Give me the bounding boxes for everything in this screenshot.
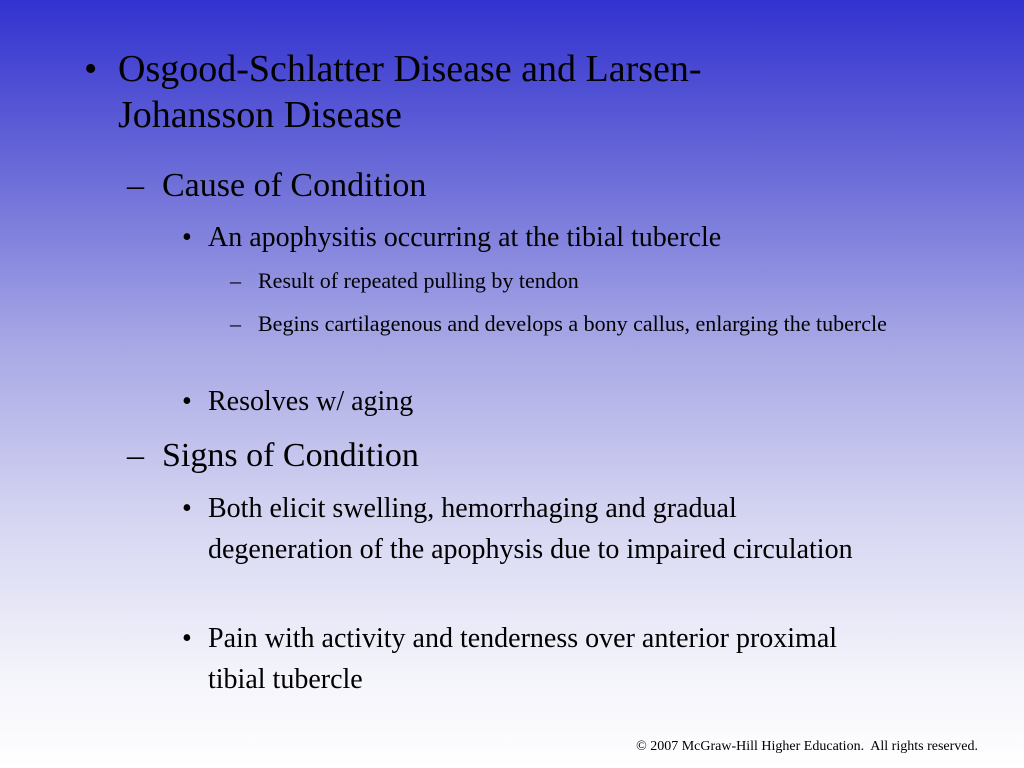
bullet-marker: •	[182, 623, 192, 654]
section-title-cause: Cause of Condition	[162, 167, 427, 204]
dash-marker: –	[127, 167, 144, 204]
point-text: Pain with activity and tenderness over anterior proximal tibial tubercle	[208, 623, 838, 695]
subpoint-repeated-pulling	[230, 264, 950, 297]
main-heading: Osgood-Schlatter Disease and Larsen-Johansson Disease	[118, 48, 702, 136]
point-pain	[182, 618, 862, 700]
bullet-marker: •	[182, 222, 192, 253]
bullet-marker: •	[84, 48, 98, 90]
point-text: Resolves w/ aging	[208, 386, 414, 417]
point-swelling	[182, 488, 862, 570]
section-signs	[127, 436, 927, 476]
point-apophysitis	[182, 217, 942, 258]
dash-marker: –	[230, 268, 241, 293]
point-text: An apophysitis occurring at the tibial tubercle	[208, 222, 722, 253]
bullet-marker: •	[182, 493, 192, 524]
subpoint-text: Begins cartilagenous and develops a bony callus, enlarging the tubercle	[258, 311, 887, 336]
dash-marker: –	[127, 437, 144, 474]
main-bullet	[84, 46, 844, 138]
subpoint-bony-callus	[230, 307, 950, 340]
point-text: Both elicit swelling, hemorrhaging and gradual degeneration of the apophysis due to impaired circulation	[208, 493, 853, 565]
section-title-signs: Signs of Condition	[162, 437, 419, 474]
section-cause	[127, 166, 927, 206]
copyright-footer: © 2007 McGraw-Hill Higher Education. All rights reserved.	[636, 739, 978, 754]
subpoint-text: Result of repeated pulling by tendon	[258, 268, 579, 293]
dash-marker: –	[230, 311, 241, 336]
bullet-marker: •	[182, 386, 192, 417]
point-resolves	[182, 381, 942, 422]
